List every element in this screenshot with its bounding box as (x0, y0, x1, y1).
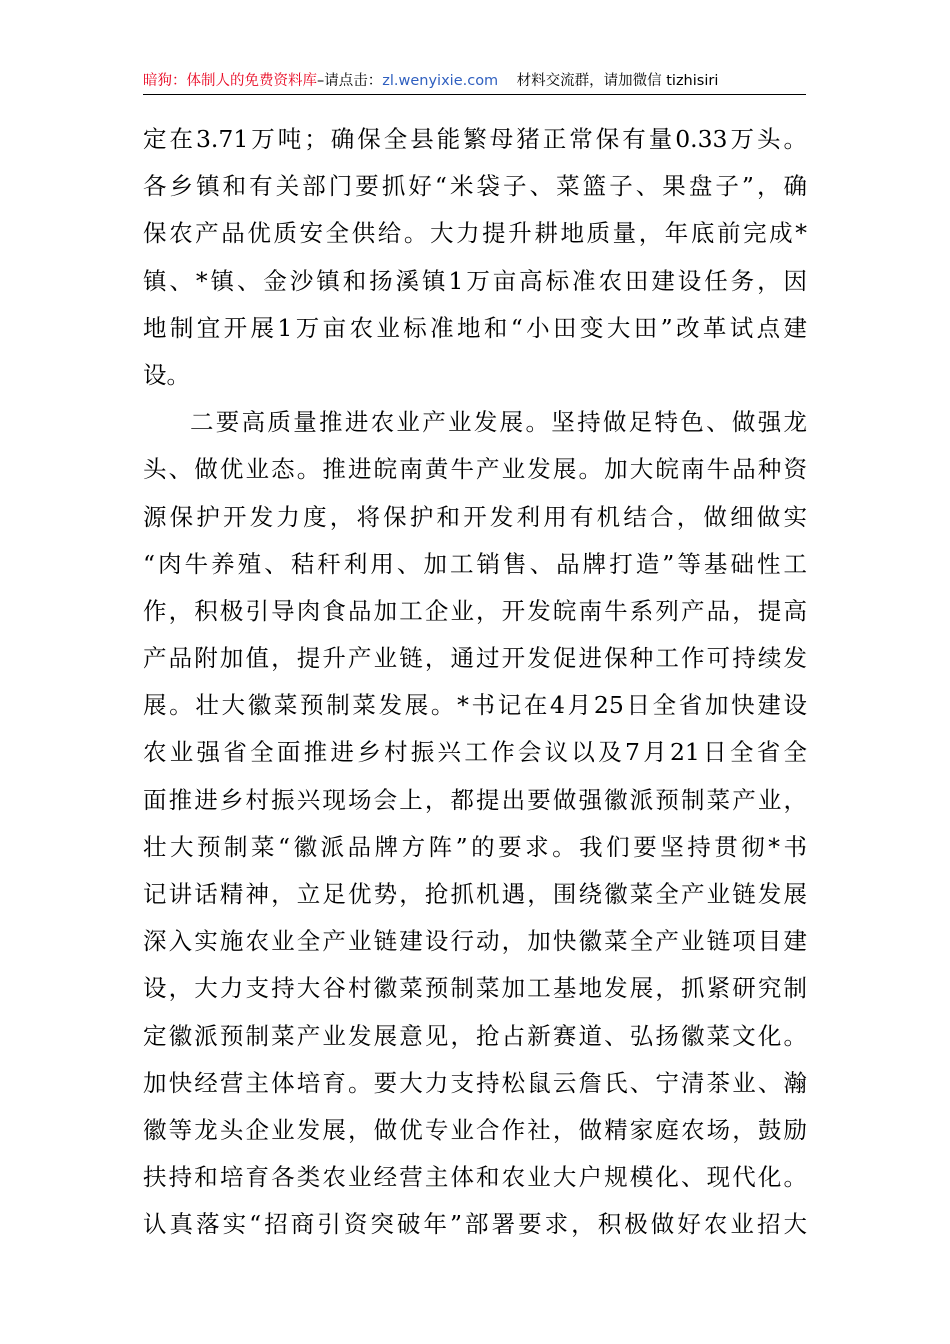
text-line: 深入实施农业全产业链建设行动，加快徽菜全产业链项目建 (143, 927, 807, 956)
text-line: 产品附加值，提升产业链，通过开发促进保种工作可持续发 (143, 644, 807, 673)
text-line: 记讲话精神，立足优势，抢抓机遇，围绕徽菜全产业链发展 (143, 880, 807, 908)
text-line: 展。壮大徽菜预制菜发展。*书记在4月25日全省加快建设 (143, 691, 807, 720)
text-line: 农业强省全面推进乡村振兴工作会议以及7月21日全省全 (143, 738, 807, 767)
text-line: 二要高质量推进农业产业发展。坚持做足特色、做强龙 (190, 408, 807, 437)
text-line: “肉牛养殖、秸秆利用、加工销售、品牌打造”等基础性工 (143, 549, 807, 578)
text-line: 各乡镇和有关部门要抓好“米袋子、菜篮子、果盘子”，确 (143, 172, 807, 201)
text-line: 定徽派预制菜产业发展意见，抢占新赛道、弘扬徽菜文化。 (143, 1021, 807, 1050)
text-line: 定在3.71万吨；确保全县能繁母猪正常保有量0.33万头。 (143, 125, 807, 153)
text-line: 设。 (143, 360, 190, 389)
paragraph-2 (143, 399, 807, 1248)
text-line: 认真落实“招商引资突破年”部署要求，积极做好农业招大 (143, 1210, 807, 1239)
header-divider (143, 94, 806, 95)
text-line: 扶持和培育各类农业经营主体和农业大户规模化、现代化。 (143, 1163, 807, 1192)
text-line: 头、做优业态。推进皖南黄牛产业发展。加大皖南牛品种资 (143, 455, 807, 484)
header-spacer (498, 73, 516, 89)
header-url-link[interactable]: zl.wenyixie.com (382, 73, 499, 89)
text-line: 面推进乡村振兴现场会上，都提出要做强徽派预制菜产业， (143, 785, 807, 814)
text-line: 设，大力支持大谷村徽菜预制菜加工基地发展，抓紧研究制 (143, 974, 807, 1003)
header-group-text: 材料交流群，请加微信 tizhisiri (516, 73, 719, 89)
text-line: 加快经营主体培育。要大力支持松鼠云詹氏、宁清茶业、瀚 (143, 1068, 807, 1097)
header-prompt: –请点击： (317, 73, 383, 89)
text-line: 壮大预制菜“徽派品牌方阵”的要求。我们要坚持贯彻*书 (143, 832, 807, 861)
text-line: 镇、*镇、金沙镇和扬溪镇1万亩高标准农田建设任务，因 (143, 266, 807, 295)
document-body (143, 116, 807, 1249)
text-line: 源保护开发力度，将保护和开发利用有机结合，做细做实 (143, 502, 807, 531)
text-line: 作，积极引导肉食品加工企业，开发皖南牛系列产品，提高 (143, 596, 807, 625)
text-line: 地制宜开展1万亩农业标准地和“小田变大田”改革试点建 (143, 313, 807, 342)
text-line: 保农产品优质安全供给。大力提升耕地质量，年底前完成* (143, 219, 807, 248)
page-header (143, 70, 806, 96)
paragraph-1 (143, 116, 807, 399)
text-line: 徽等龙头企业发展，做优专业合作社，做精家庭农场，鼓励 (143, 1115, 807, 1144)
header-brand: 暗狗：体制人的免费资料库 (143, 73, 317, 89)
